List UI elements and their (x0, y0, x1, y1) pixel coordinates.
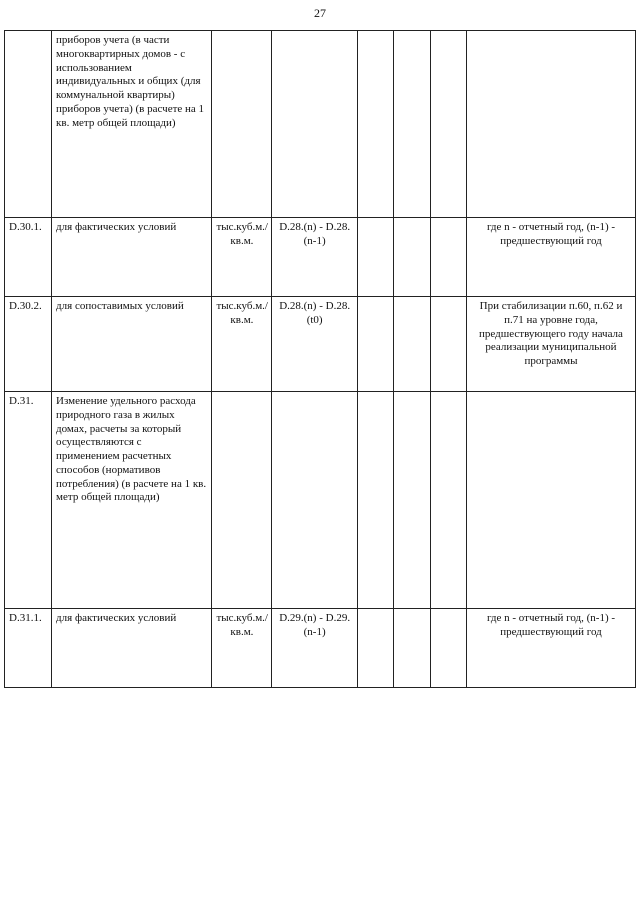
unit-cell: тыс.куб.м./ кв.м. (212, 218, 272, 297)
indicator-name: для фактических условий (52, 218, 212, 297)
unit-cell: тыс.куб.м./ кв.м. (212, 297, 272, 392)
empty-cell (394, 392, 430, 609)
formula-cell: D.29.(n) - D.29.(n-1) (272, 609, 358, 688)
indicator-table (4, 30, 636, 688)
empty-cell (394, 609, 430, 688)
empty-cell (357, 297, 393, 392)
table-row (5, 609, 636, 688)
empty-cell (357, 31, 393, 218)
unit-cell (212, 392, 272, 609)
empty-cell (430, 609, 466, 688)
empty-cell (430, 218, 466, 297)
empty-cell (394, 31, 430, 218)
table-row (5, 392, 636, 609)
unit-cell (212, 31, 272, 218)
empty-cell (394, 218, 430, 297)
row-number: D.31. (5, 392, 52, 609)
table-row (5, 297, 636, 392)
empty-cell (430, 297, 466, 392)
empty-cell (430, 31, 466, 218)
row-number: D.30.2. (5, 297, 52, 392)
row-number: D.30.1. (5, 218, 52, 297)
formula-cell (272, 31, 358, 218)
indicator-name: для фактических условий (52, 609, 212, 688)
note-cell: При стабилизации п.60, п.62 и п.71 на уровне года, предшествующего году начала реализации муниципальной программы (466, 297, 635, 392)
empty-cell (430, 392, 466, 609)
empty-cell (394, 297, 430, 392)
page-number: 27 (314, 6, 326, 20)
note-cell (466, 392, 635, 609)
row-number: D.31.1. (5, 609, 52, 688)
note-cell: где n - отчетный год, (n-1) - предшествующий год (466, 609, 635, 688)
formula-cell: D.28.(n) - D.28.(t0) (272, 297, 358, 392)
unit-cell: тыс.куб.м./ кв.м. (212, 609, 272, 688)
indicator-name: для сопоставимых условий (52, 297, 212, 392)
indicator-name: Изменение удельного расхода природного газа в жилых домах, расчеты за который осуществляются с применением расчетных способов (нормативов потребления) (в расчете на 1 кв. метр общей площади) (52, 392, 212, 609)
note-cell: где n - отчетный год, (n-1) - предшествующий год (466, 218, 635, 297)
row-number (5, 31, 52, 218)
table-row (5, 218, 636, 297)
indicator-name: приборов учета (в части многоквартирных домов - с использованием индивидуальных и общих (для коммунальной квартиры) приборов учета) (в расчете на 1 кв. метр общей площади) (52, 31, 212, 218)
table-row (5, 31, 636, 218)
empty-cell (357, 218, 393, 297)
empty-cell (357, 392, 393, 609)
formula-cell: D.28.(n) - D.28.(n-1) (272, 218, 358, 297)
note-cell (466, 31, 635, 218)
formula-cell (272, 392, 358, 609)
empty-cell (357, 609, 393, 688)
